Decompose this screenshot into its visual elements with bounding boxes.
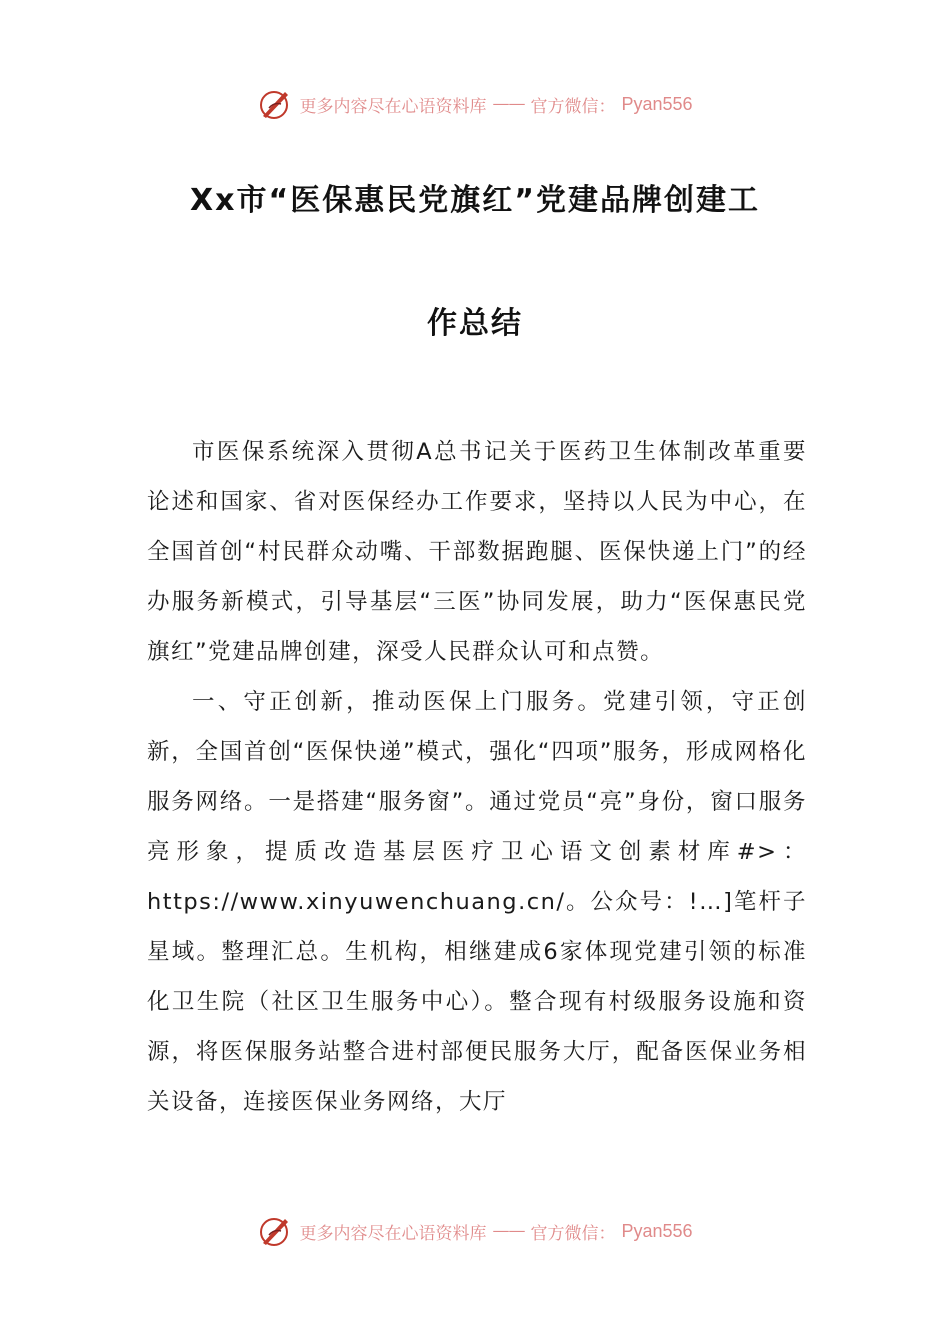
watermark-footer [0, 1211, 950, 1251]
watermark-brand: 更多内容尽在心语资料库 [299, 1223, 487, 1244]
watermark-separator: —— [492, 1221, 525, 1241]
watermark-header [0, 84, 950, 124]
watermark-contact: 官方微信： [530, 1223, 616, 1244]
watermark-separator: —— [492, 94, 525, 114]
pen-circle-logo-icon [257, 86, 293, 122]
watermark-wechat-id: Pyan556 [621, 1220, 693, 1241]
paragraph-intro: 市医保系统深入贯彻A总书记关于医药卫生体制改革重要论述和国家、省对医保经办工作要求，坚持以人民为中心，在全国首创“村民群众动嘴、干部数据跑腿、医保快递上门”的经办服务新模式，引导基层“三医”协同发展，助力“医保惠民党旗红”党建品牌创建，深受人民群众认可和点赞。 [147, 439, 807, 665]
pen-circle-logo-icon [257, 1213, 293, 1249]
document-body [147, 427, 807, 1127]
watermark-wechat-id: Pyan556 [621, 93, 693, 114]
document-title-line-2: 作总结 [427, 306, 523, 341]
paragraph-section-1: 一、守正创新，推动医保上门服务。党建引领，守正创新，全国首创“医保快递”模式，强化“四项”服务，形成网格化服务网络。一是搭建“服务窗”。通过党员“亮”身份，窗口服务亮形象，提质改造基层医疗卫心语文创素材库#>：https://www.xinyuwenchuang.cn/。公众号：!…]笔杆子星域。整理汇总。生机构，相继建成6家体现党建引领的标准化卫生院（社区卫生服务中心）。整合现有村级服务设施和资源，将医保服务站整合进村部便民服务大厅，配备医保业务相关设备，连接医保业务网络，大厅 [147, 689, 807, 1115]
document-title-line-1: Xx市“医保惠民党旗红”党建品牌创建工 [190, 183, 760, 218]
watermark-contact: 官方微信： [530, 96, 616, 117]
watermark-brand: 更多内容尽在心语资料库 [299, 96, 487, 117]
